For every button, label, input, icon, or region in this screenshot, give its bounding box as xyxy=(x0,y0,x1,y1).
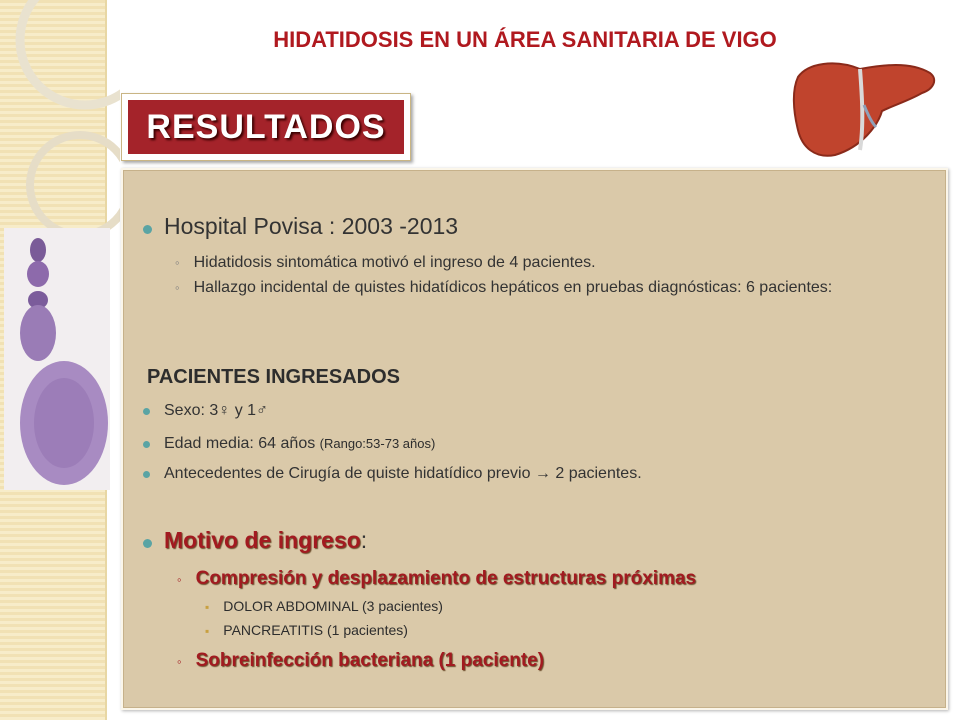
bullet-icon xyxy=(143,471,150,478)
dolor-text: DOLOR ABDOMINAL (3 pacientes) xyxy=(223,598,443,614)
bullet-icon xyxy=(143,539,152,548)
parasite-icon xyxy=(4,228,110,490)
motivo-colon: : xyxy=(360,527,368,553)
sobreinfeccion-text: Sobreinfección bacteriana (1 paciente) xyxy=(195,650,545,671)
pancreatitis-text: PANCREATITIS (1 pacientes) xyxy=(223,622,408,638)
page-title: HIDATIDOSIS EN UN ÁREA SANITARIA DE VIGO xyxy=(273,27,777,52)
antecedentes-text: Antecedentes de Cirugía de quiste hidatídico previo → 2 pacientes. xyxy=(164,465,642,482)
sub-item-2 xyxy=(175,280,935,297)
edad-item xyxy=(143,435,435,453)
compresion-text: Compresión y desplazamiento de estructuras próximas xyxy=(195,568,697,589)
decorative-circles xyxy=(0,0,120,260)
sexo-text: Sexo: 3♀ y 1♂ xyxy=(164,402,269,419)
compresion-item xyxy=(177,568,696,590)
bullet-icon xyxy=(143,408,150,415)
sub-item-2-text: Hallazgo incidental de quistes hidatídicos hepáticos en pruebas diagnósticas: 6 pacientes: xyxy=(193,279,833,296)
edad-rango-text: (Rango:53-73 años) xyxy=(319,436,436,451)
ring-bullet-icon: ◦ xyxy=(175,255,180,270)
diamond-bullet-icon: ▪ xyxy=(205,600,210,614)
sexo-item xyxy=(143,402,268,420)
liver-icon xyxy=(790,55,940,160)
sobreinfeccion-item xyxy=(177,650,544,672)
dolor-item xyxy=(205,598,443,614)
pancreatitis-item xyxy=(205,622,408,638)
motivo-item xyxy=(143,527,367,554)
resultados-label: RESULTADOS xyxy=(128,100,404,154)
motivo-title: Motivo de ingreso xyxy=(164,527,361,553)
ring-bullet-icon: ◦ xyxy=(177,654,182,669)
ring-bullet-icon: ◦ xyxy=(175,280,180,295)
sub-item-1 xyxy=(175,254,596,272)
bullet-icon xyxy=(143,225,152,234)
diamond-bullet-icon: ▪ xyxy=(205,624,210,638)
resultados-badge xyxy=(121,93,411,161)
section-heading: PACIENTES INGRESADOS xyxy=(147,366,400,388)
sub-item-1-text: Hidatidosis sintomática motivó el ingreso de 4 pacientes. xyxy=(193,254,596,271)
content-panel xyxy=(121,168,948,710)
edad-text: Edad media: 64 años xyxy=(164,435,316,452)
ring-bullet-icon: ◦ xyxy=(177,572,182,587)
bullet-icon xyxy=(143,441,150,448)
hospital-text: Hospital Povisa : 2003 -2013 xyxy=(164,213,459,239)
hospital-item xyxy=(143,213,458,240)
antecedentes-item xyxy=(143,465,642,483)
